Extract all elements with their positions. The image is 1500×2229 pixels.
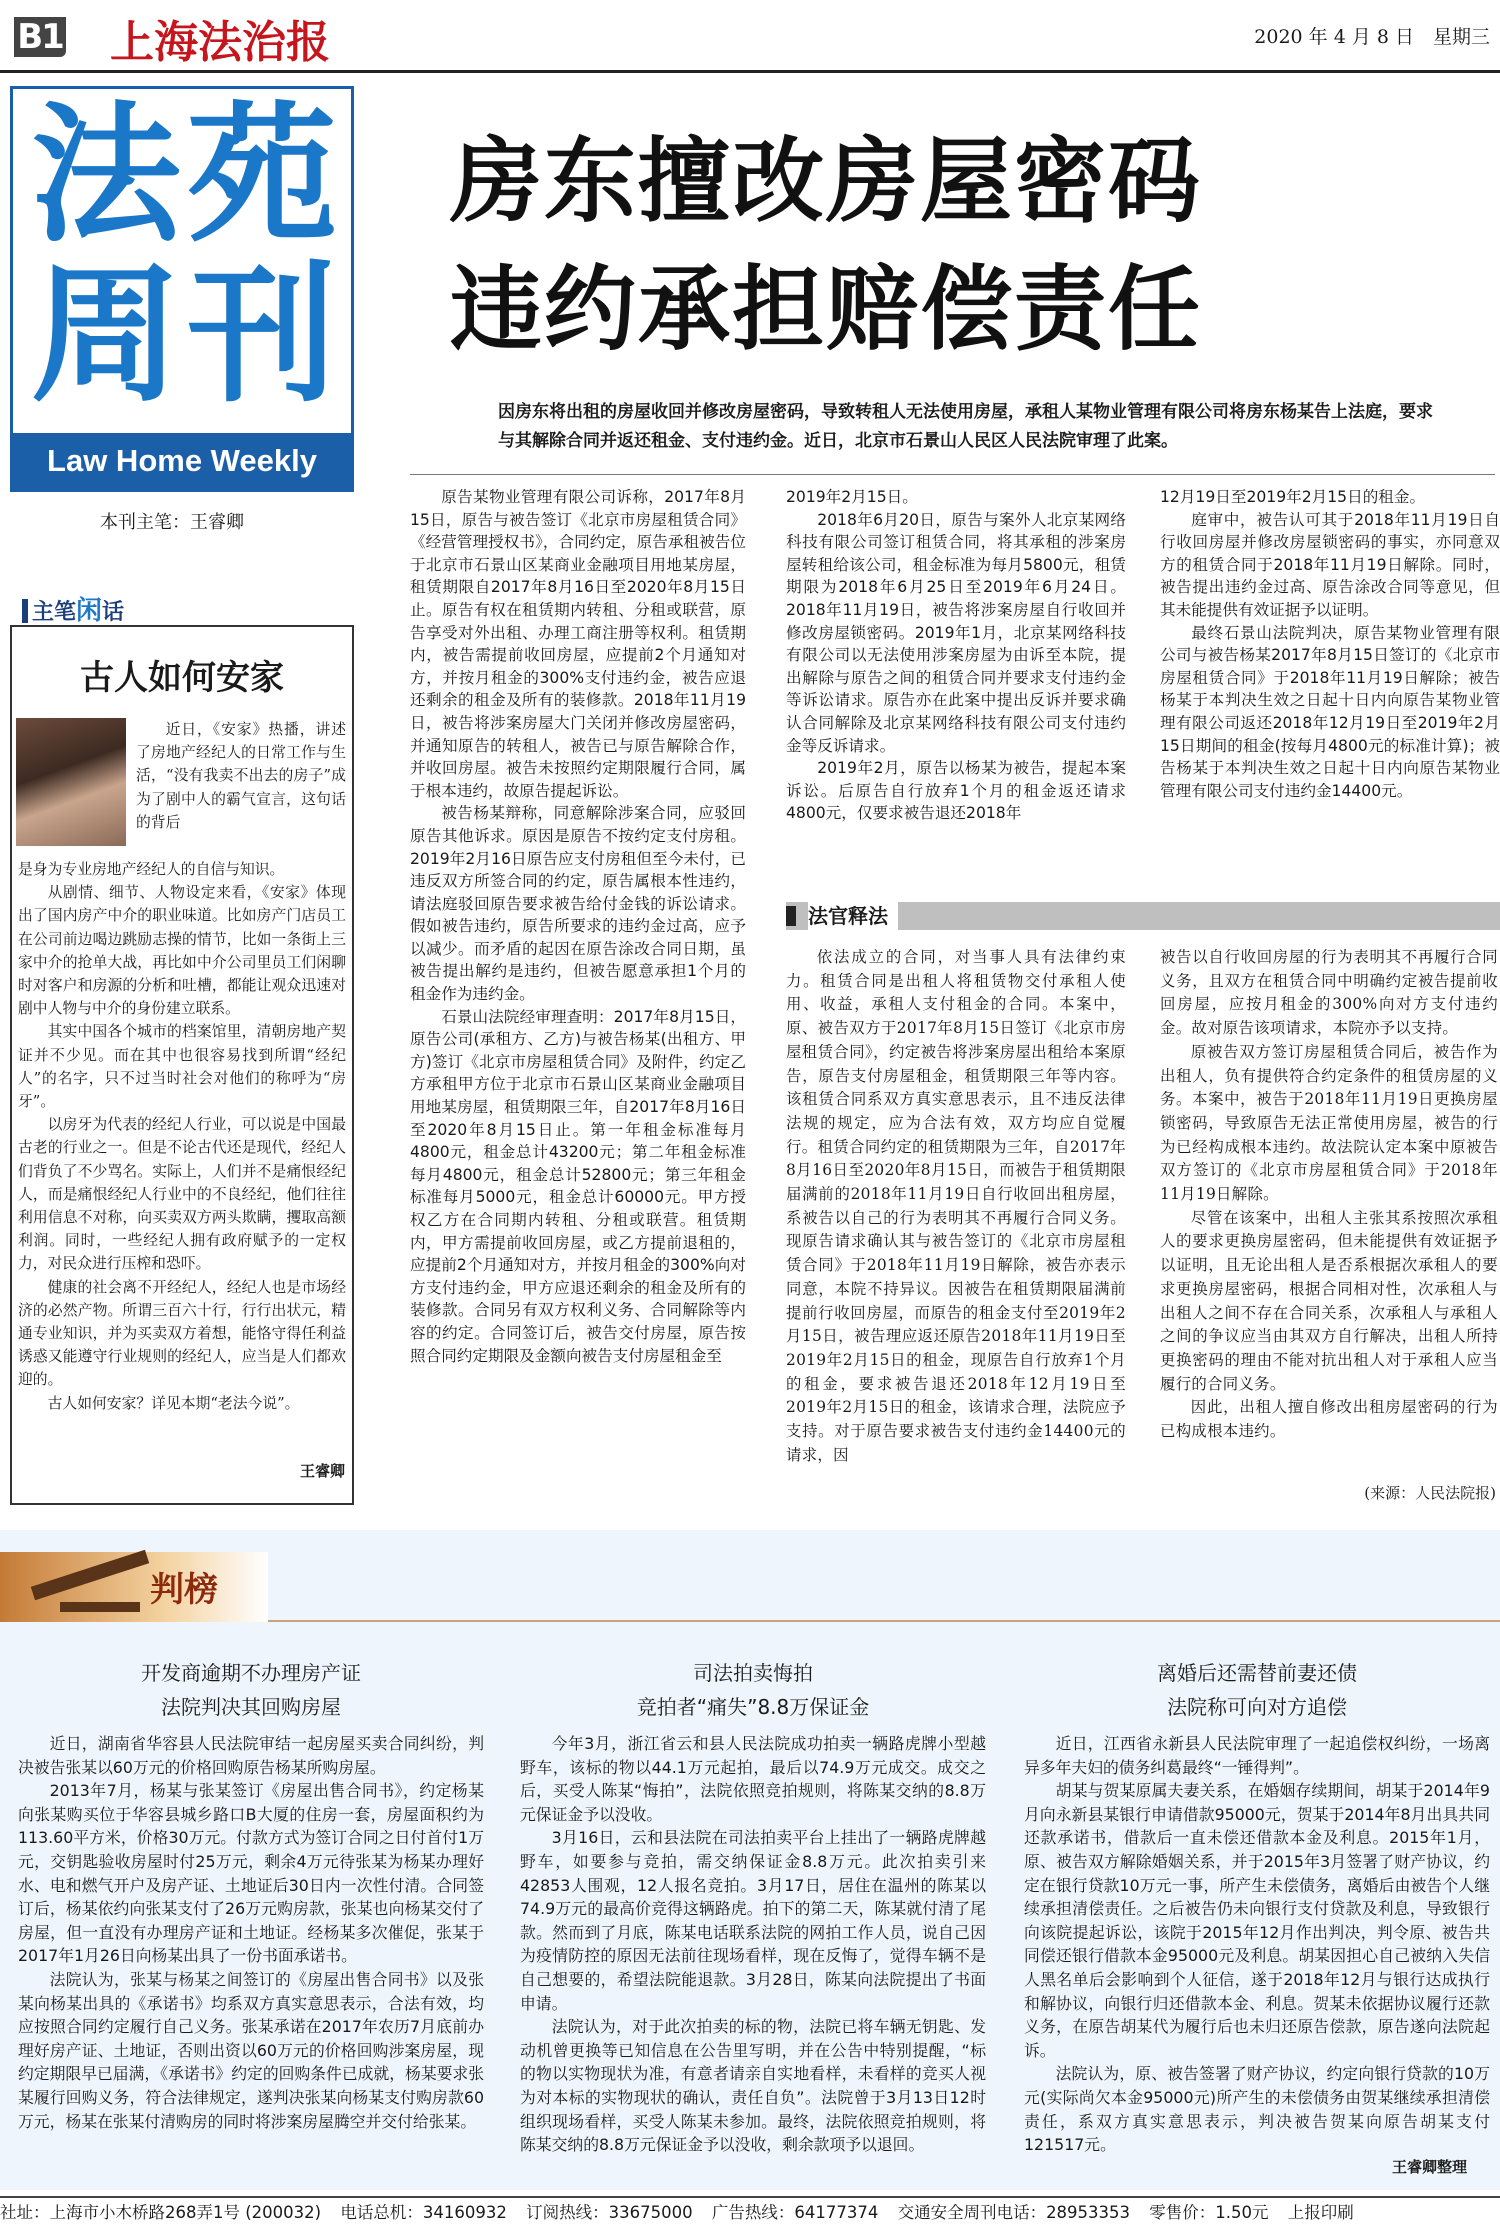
article-column-1: 原告某物业管理有限公司诉称，2017年8月15日，原告与被告签订《北京市房屋租赁合同》《经营管理授权书》，合同约定，原告承租被告位于北京市石景山区某商业金融项目用地某房屋，租赁期限自2017年8月16日至2020年8月15日止。原告有权在租赁期内转租、分租或联营，原告享受对外出租、办理工商注册等权利。租赁期内，被告需提前收回房屋，应提前2个月通知对方，并按月租金的300%支付违约金，被告应退还剩余的租金及所有的装修款。2018年11月19日，被告将涉案房屋大门关闭并修改房屋密码，并通知原告的转租人，被告已与原告解除合作，并收回房屋。被告未按照约定期限履行合同，属于根本违约，故原告提起诉讼。 被告杨某辩称，同意解除涉案合同，应驳回原告其他诉求。原因是原告不按约定支付房租。2019年2月16日原告应支付房租但至今未付，已违反双方所签合同的约定，原告属根本性违约，请法庭驳回原告要求被告给付金钱的诉讼请求。假如被告违约，原告所要求的违约金过高，应予以减少。而矛盾的起因在原告涂改合同日期，虽被告提出解约是违约，但被告愿意承担1个月的租金作为违约金。 石景山法院经审理查明：2017年8月15日，原告公司(承租方、乙方)与被告杨某(出租方、甲方)签订《北京市房屋租赁合同》及附件，约定乙方承租甲方位于北京市石景山区某商业金融项目用地某房屋，租赁期限三年，自2017年8月16日至2020年8月15日止。第一年租金标准每月4800元，租金总计43200元；第二年租金标准每月4800元，租金总计52800元；第三年租金标准每月5000元，租金总计60000元。甲方授权乙方在合同期内转租、分租或联营。租赁期内，甲方需提前收回房屋，或乙方提前退租的，应提前2个月通知对方，并按月租金的300%向对方支付违约金，甲方应退还剩余的租金及所有的装修款。合同另有双方权利义务、合同解除等内容的约定。合同签订后，被告交付房屋，原告按照合同约定期限及金额向被告支付房屋租金至 [410, 488, 746, 1365]
sidebar-intro: 近日，《安家》热播，讲述了房地产经纪人的日常工作与生活，“没有我卖不出去的房子”成为了剧中人的霸气宣言，这句话的背后 [136, 721, 346, 831]
case-3-body: 近日，江西省永新县人民法院审理了一起追偿权纠纷，一场离异多年夫妇的债务纠葛最终“一锤得判”。 胡某与贺某原属夫妻关系，在婚姻存续期间，胡某于2014年9月向永新县某银行申请借款95000元，贺某于2014年8月出具共同还款承诺书，借款后一直未偿还借款本金及利息。2015年1月，原、被告双方解除婚姻关系，并于2015年3月签署了财产协议，约定在银行贷款10万元一事，所产生未偿债务，离婚后由被告个人继续承担清偿责任。之后被告仍未向银行支付贷款及利息，导致银行向该院提起诉讼，该院于2015年12月作出判决，判令原、被告共同偿还银行借款本金95000元及利息。胡某因担心自己被纳入失信人黑名单后会影响到个人征信，遂于2018年12月与银行达成执行和解协议，向银行归还借款本金、利息。贺某未依据协议履行还款义务，在原告胡某代为履行后也未归还原告偿款，原告遂向法院起诉。 法院认为，原、被告签署了财产协议，约定向银行贷款的10万元(实际尚欠本金95000元)所产生的未偿债务由贺某继续承担清偿责任，系双方真实意思表示，判决被告贺某向原告胡某支付121517元。 [1024, 1734, 1490, 2155]
case-1-body: 近日，湖南省华容县人民法院审结一起房屋买卖合同纠纷，判决被告张某以60万元的价格回购原告杨某所购房屋。 2013年7月，杨某与张某签订《房屋出售合同书》，约定杨某向张某购买位于华容县城乡路口B大厦的住房一套，房屋面积约为113.60平方米，价格30万元。付款方式为签订合同之日付首付1万元，交钥匙验收房屋时付25万元，剩余4万元待张某为杨某办理好水、电和燃气开户及房产证、土地证后30日内一次性付清。合同签订后，杨某依约向张某支付了26万元购房款，张某也向杨某交付了房屋，但一直没有办理房产证和土地证。经杨某多次催促，张某于2017年1月26日向杨某出具了一份书面承诺书。 法院认为，张某与杨某之间签订的《房屋出售合同书》以及张某向杨某出具的《承诺书》均系双方真实意思表示，合法有效，均应按照合同约定履行自己义务。张某承诺在2017年农历7月底前办理好房产证、土地证，否则出资以60万元的价格回购涉案房屋，现约定期限早已届满，《承诺书》约定的回购条件已成就，杨某要求张某履行回购义务，符合法律规定，遂判决张某向杨某支付购房款60万元，杨某在张某付清购房的同时将涉案房屋腾空并交付给张某。 [18, 1734, 485, 2131]
footer-address: 社址：上海市小木桥路268弄1号 (200032) [0, 2203, 322, 2222]
divider [410, 474, 1495, 475]
case-1-title: 开发商逾期不办理房产证 法院判决其回购房屋 [141, 1661, 361, 1719]
column-name-line2: 周刊 [31, 249, 344, 423]
column-name-line1: 法苑 [31, 89, 344, 263]
tag-bar-icon [22, 599, 28, 623]
section-square-icon [786, 906, 796, 926]
author-photo [16, 718, 126, 846]
case-2-body: 今年3月，浙江省云和县人民法院成功拍卖一辆路虎牌小型越野车，该标的物以44.1万元起拍，最后以74.9万元成交。成交之后，买受人陈某“悔拍”，法院依照竞拍规则，将陈某交纳的8.8万元保证金予以没收。 3月16日，云和县法院在司法拍卖平台上挂出了一辆路虎牌越野车，如要参与竞拍，需交纳保证金8.8万元。此次拍卖引来42853人围观，12人报名竞拍。3月17日，居住在温州的陈某以74.9万元的最高价竞得这辆路虎。拍下的第二天，陈某就付清了尾款。然而到了月底，陈某电话联系法院的网拍工作人员，说自己因为疫情防控的原因无法前往现场看样，现在反悔了，觉得车辆不是自己想要的，希望法院能退款。3月28日，陈某向法院提出了书面申请。 法院认为，对于此次拍卖的标的物，法院已将车辆无钥匙、发动机曾更换等已知信息在公告里写明，并在公告中特别提醒，“标的物以实物现状为准，有意者请亲自实地看样，未看样的竞买人视为对本标的实物现状的确认，责任自负”。法院曾于3月13日12时组织现场看样，买受人陈某未参加。最终，法院依照竞拍规则，将陈某交纳的8.8万元保证金予以没收，剩余款项予以退回。 [520, 1734, 986, 2155]
sidebar-signature: 王睿卿 [299, 1462, 345, 1480]
column-editor: 本刊主笔：王睿卿 [100, 512, 244, 533]
paper-name: 上海法治报 [110, 17, 330, 68]
lead-paragraph: 因房东将出租的房屋收回并修改房屋密码，导致转租人无法使用房屋，承租人某物业管理有限公司将房东杨某告上法庭，要求与其解除合同并返还租金、支付违约金。近日，北京市石景山人民区人民法院审理了此案。 [498, 402, 1433, 451]
case-signature: 王睿卿整理 [1392, 2158, 1468, 2176]
gavel-base-icon [60, 1602, 140, 1612]
footer-traffic: 交通安全周刊电话：28953353 [897, 2203, 1131, 2222]
explanation-column-2: 被告以自行收回房屋的行为表明其不再履行合同义务，且双方在租赁合同中明确约定被告提前收回房屋，应按月租金的300%向对方支付违约金。故对原告该项请求，本院亦予以支持。 原被告双方签订房屋租赁合同后，被告作为出租人，负有提供符合约定条件的租赁房屋的义务。本案中，被告于2018年11月19日更换房屋锁密码，导致原告无法正常使用房屋，被告的行为已经构成根本违约。故法院认定本案中原被告双方签订的《北京市房屋租赁合同》于2018年11月19日解除。 尽管在该案中，出租人主张其系按照次承租人的要求更换房屋密码，但未能提供有效证据予以证明，且无论出租人是否系根据次承租人的要求更换房屋密码，根据合同相对性，次承租人与出租人之间不存在合同关系，次承租人与承租人之间的争议应当由其双方自行解决，出租人所持更换密码的理由不能对抗出租人对于承租人应当履行的合同义务。 因此，出租人擅自修改出租房屋密码的行为已构成根本违约。 [1160, 948, 1498, 1441]
footer-phone: 电话总机：34160932 [340, 2203, 507, 2222]
sidebar-body: 是身为专业房地产经纪人的自信与知识。 从剧情、细节、人物设定来看，《安家》体现出了国内房产中介的职业味道。比如房产门店员工在公司前边喝边跳励志操的情节，比如一条街上三家中介的抢单大战，再比如中介公司里员工们闲聊时对客户和房源的分析和吐槽，都能让观众迅速对剧中人物与中介的身份建立联系。 其实中国各个城市的档案馆里，清朝房地产契证并不少见。而在其中也很容易找到所谓“经纪人”的名字，只不过当时社会对他们的称呼为“房牙”。 以房牙为代表的经纪人行业，可以说是中国最古老的行业之一。但是不论古代还是现代，经纪人们背负了不少骂名。实际上，人们并不是痛恨经纪人，而是痛恨经纪人行业中的不良经纪，他们往往利用信息不对称，向买卖双方两头欺瞒，攫取高额利润。同时，一些经纪人拥有政府赋予的一定权力，对民众进行压榨和恐吓。 健康的社会离不开经纪人，经纪人也是市场经济的必然产物。所谓三百六十行，行行出状元，精通专业知识，并为买卖双方着想，能恪守得任利益诱惑又能遵守行业规则的经纪人，应当是人们都欢迎的。 古人如何安家？详见本期“老法今说”。 [18, 861, 346, 1412]
issue-date: 2020 年 4 月 8 日 星期三 [1254, 26, 1490, 48]
case-3-title: 离婚后还需替前妻还债 法院称可向对方追偿 [1157, 1661, 1357, 1719]
article-column-2: 2019年2月15日。 2018年6月20日，原告与案外人北京某网络科技有限公司签订租赁合同，将其承租的涉案房屋转租给该公司，租金标准为每月5800元，租赁期限为2018年6月25日至2019年6月24日。2018年11月19日，被告将涉案房屋自行收回并修改房屋锁密码。2019年1月，北京某网络科技有限公司以无法使用涉案房屋为由诉至本院，提出解除与原告之间的租赁合同并要求支付违约金等诉讼请求。原告亦在此案中提出反诉并要求确认合同解除及北京某网络科技有限公司支付违约金等反诉请求。 2019年2月，原告以杨某为被告，提起本案诉讼。后原告自行放弃1个月的租金返还请求4800元，仅要求被告退还2018年 [786, 488, 1126, 823]
explanation-heading: 法官释法 [786, 902, 1500, 930]
explanation-column-1: 依法成立的合同，对当事人具有法律约束力。租赁合同是出租人将租赁物交付承租人使用、收益，承租人支付租金的合同。本案中，原、被告双方于2017年8月15日签订《北京市房屋租赁合同》，约定被告将涉案房屋出租给本案原告，原告支付房屋租金，租赁期限三年等内容。该租赁合同系双方真实意思表示，且不违反法律法规的规定，应为合法有效，双方均应自觉履行。租赁合同约定的租赁期限为三年，自2017年8月16日至2020年8月15日，而被告于租赁期限届满前的2018年11月19日自行收回出租房屋，系被告以自己的行为表明其不再履行合同义务。现原告请求确认其与被告签订的《北京市房屋租赁合同》于2018年11月19日解除，被告亦表示同意，本院不持异议。因被告在租赁期限届满前提前行收回房屋，而原告的租金支付至2019年2月15日，被告理应返还原告2018年11月19日至2019年2月15日的租金，现原告自行放弃1个月的租金，要求被告退还2018年12月19日至2019年2月15日的租金，该请求合理，法院应予支持。对于原告要求被告支付违约金14400元的请求，因 [786, 948, 1126, 1464]
article-column-3: 12月19日至2019年2月15日的租金。 庭审中，被告认可其于2018年11月19日自行收回房屋并修改房屋锁密码的事实，亦同意双方的租赁合同于2018年11月19日解除。同时，被告提出违约金过高、原告涂改合同等意见，但其未能提供有效证据予以证明。 最终石景山法院判决，原告某物业管理有限公司与被告杨某2017年8月15日签订的《北京市房屋租赁合同》于2018年11月19日解除；被告杨某于本判决生效之日起十日内向原告某物业管理有限公司返还2018年12月19日至2019年2月15日期间的租金(按每月4800元的标准计算)；被告杨某于本判决生效之日起十日内向原告某物业管理有限公司支付违约金14400元。 [1160, 488, 1500, 800]
headline [450, 118, 1202, 374]
footer [0, 2196, 1500, 2229]
divider [268, 1620, 1500, 1622]
gavel-icon [31, 1550, 149, 1600]
case-section-logo: 判榜 [0, 1552, 268, 1622]
headline-line1: 房东擅改房屋密码 [450, 128, 1203, 235]
footer-ads: 广告热线：64177374 [711, 2203, 879, 2222]
case-2-title: 司法拍卖悔拍 竞拍者“痛失”8.8万保证金 [636, 1661, 870, 1719]
page-number: B1 [14, 8, 70, 59]
sidebar-tag: 主笔闲话 [22, 590, 124, 627]
explanation-source: (来源：人民法院报) [1364, 1484, 1496, 1502]
footer-subscribe: 订阅热线：33675000 [526, 2203, 693, 2222]
column-english-name: Law Home Weekly [13, 433, 351, 489]
column-logo [10, 86, 354, 492]
footer-price: 零售价：1.50元 [1149, 2203, 1269, 2222]
headline-line2: 违约承担赔偿责任 [450, 256, 1203, 363]
footer-printer: 上报印刷 [1287, 2203, 1354, 2222]
sidebar-title: 古人如何安家 [80, 658, 284, 698]
